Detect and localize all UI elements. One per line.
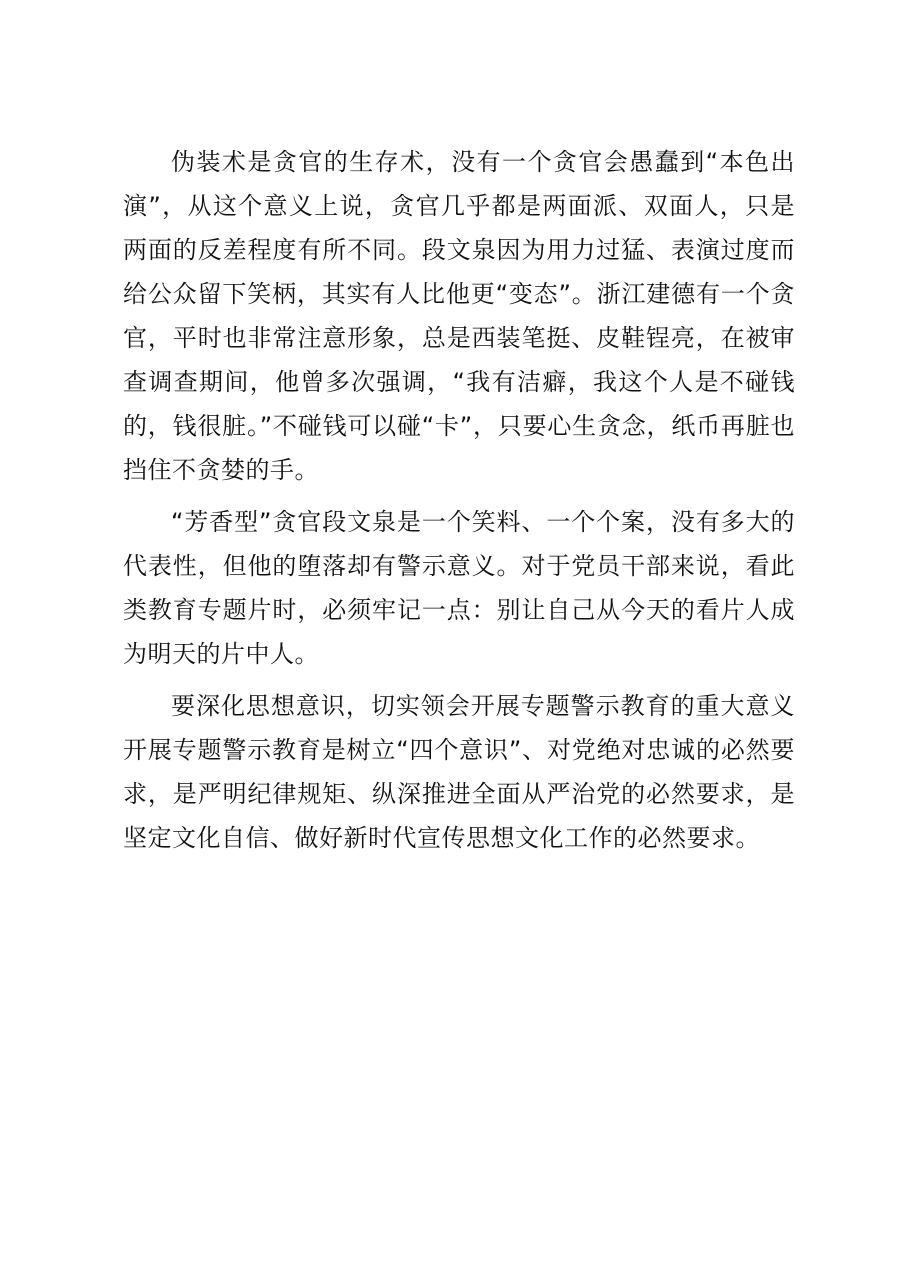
paragraph-1: 伪装术是贪官的生存术，没有一个贪官会愚蠢到“本色出演”，从这个意义上说，贪官几乎都是两面派、双面人，只是两面的反差程度有所不同。段文泉因为用力过猛、表演过度而给公众留下笑柄，其实有人比他更“变态”。浙江建德有一个贪官，平时也非常注意形象，总是西装笔挺、皮鞋锃亮，在被审查调查期间，他曾多次强调，“我有洁癖，我这个人是不碰钱的，钱很脏。”不碰钱可以碰“卡”，只要心生贪念，纸币再脏也挡住不贪婪的手。	[123, 148, 795, 484]
document-body	[123, 140, 795, 860]
paragraph-2: “芳香型”贪官段文泉是一个笑料、一个个案，没有多大的代表性，但他的堕落却有警示意义。对于党员干部来说，看此类教育专题片时，必须牢记一点：别让自己从今天的看片人成为明天的片中人。	[123, 508, 795, 668]
paragraph-3: 要深化思想意识，切实领会开展专题警示教育的重大意义开展专题警示教育是树立“四个意识”、对党绝对忠诚的必然要求，是严明纪律规矩、纵深推进全面从严治党的必然要求，是坚定文化自信、做好新时代宣传思想文化工作的必然要求。	[123, 692, 795, 852]
